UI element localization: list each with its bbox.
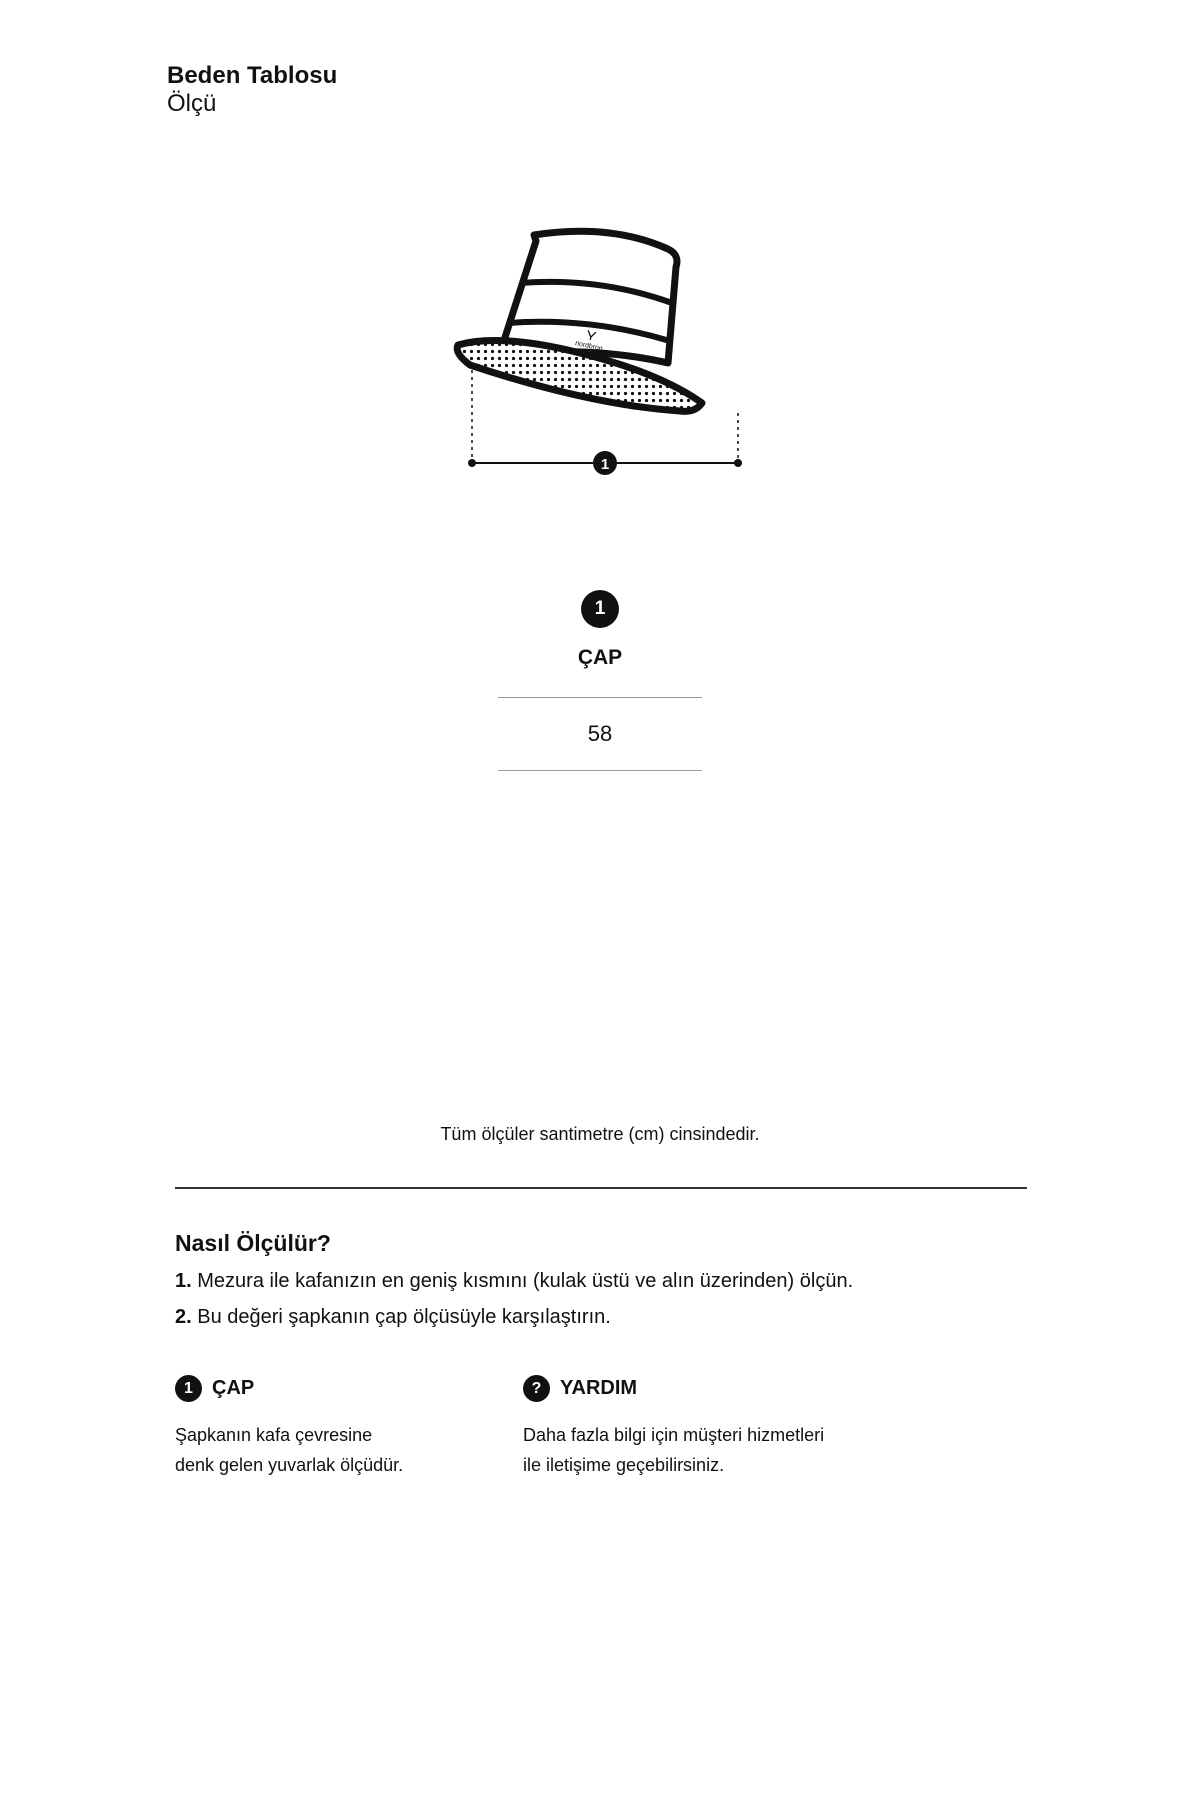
info-help — [523, 1375, 863, 1480]
page-header — [167, 62, 337, 118]
how-to-step — [175, 1268, 1035, 1294]
measure-end-right — [734, 459, 742, 467]
info-help-header — [523, 1375, 863, 1402]
step-text: Bu değeri şapkanın çap ölçüsüyle karşılaştırın. — [197, 1306, 611, 1328]
step-number: 1. — [175, 1270, 192, 1292]
info-help-line: Daha fazla bilgi için müşteri hizmetleri — [523, 1425, 825, 1445]
step-number: 2. — [175, 1306, 192, 1328]
section-divider — [175, 1187, 1027, 1189]
info-help-line: ile iletişime geçebilirsiniz. — [523, 1455, 725, 1475]
measurement-value: 58 — [587, 721, 613, 746]
info-cap-header — [175, 1375, 515, 1402]
measure-end-left — [468, 459, 476, 467]
table-rule-bottom — [498, 770, 702, 771]
how-to-measure — [175, 1228, 1035, 1330]
info-help-text — [523, 1420, 863, 1480]
measurement-number-badge: 1 — [581, 590, 619, 628]
step-text: Mezura ile kafanızın en geniş kısmını (kulak üstü ve alın üzerinden) ölçün. — [197, 1270, 854, 1292]
svg-text:nordbron: nordbron — [574, 340, 604, 353]
page-subtitle: Ölçü — [167, 90, 217, 117]
how-to-title: Nasıl Ölçülür? — [175, 1230, 331, 1256]
info-help-title: YARDIM — [560, 1377, 638, 1399]
help-question-icon: ? — [523, 1375, 550, 1402]
info-cap — [175, 1375, 515, 1480]
info-cap-title: ÇAP — [212, 1377, 255, 1399]
measurement-table — [0, 590, 1200, 771]
info-cap-badge: 1 — [175, 1375, 202, 1402]
measurement-label: ÇAP — [577, 646, 623, 669]
page-title: Beden Tablosu — [167, 62, 338, 89]
measure-marker-number: 1 — [600, 456, 610, 473]
bucket-hat-diagram — [440, 215, 770, 495]
info-cap-text — [175, 1420, 515, 1480]
unit-note: Tüm ölçüler santimetre (cm) cinsindedir. — [440, 1124, 760, 1144]
how-to-step — [175, 1304, 1035, 1330]
info-cap-line: Şapkanın kafa çevresine — [175, 1425, 373, 1445]
info-cap-line: denk gelen yuvarlak ölçüdür. — [175, 1455, 404, 1475]
